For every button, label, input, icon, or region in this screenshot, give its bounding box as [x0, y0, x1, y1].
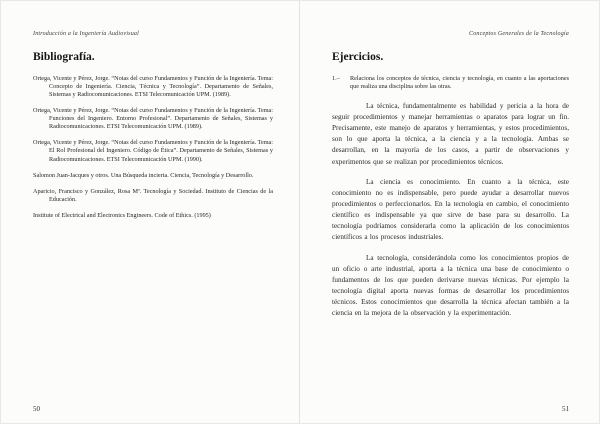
body-paragraph: La ciencia es conocimiento. En cuanto a la técnica, este conocimiento no es indispensable, pero puede ayudar a desarrollar nuevos procedimientos o perfeccionarlos. En la tecnología en cambio, el conocimiento científico es indispensable ya que sirve de base para su desarrollo. La tecnología podríamos considerarla como la aplicación de los conocimientos científicos a los procesos industriales.: [332, 177, 569, 242]
page-left: [1, 1, 300, 424]
page-number-right: 51: [562, 405, 569, 413]
bibliography-entry: Ortega, Vicente y Pérez, Jorge. “Notas del curso Fundamentos y Función de la Ingeniería. Tema: Concepto de Ingeniería. Ciencia, Técnica y Tecnología”. Departamento de Señales, Sistemas y Radiocomunicaciones. ETSI Telecomunicación UPM. (1989).: [33, 75, 273, 99]
exercise-text: Relaciona los conceptos de técnica, ciencia y tecnología, en cuanto a las aportaciones que realiza una disciplina sobre las otras.: [350, 75, 569, 91]
document-spread: [1, 1, 599, 423]
bibliography-entry: Institute of Electrical and Electronics Engineers. Code of Ethics. (1995): [33, 211, 211, 219]
running-header-left: Introducción a la Ingeniería Audiovisual: [33, 31, 139, 37]
exercises-title: Ejercicios.: [332, 51, 384, 63]
exercise-item: [332, 75, 569, 92]
body-paragraph: La tecnología, considerándola como los conocimientos propios de un oficio o arte industrial, aporta a la técnica una base de conocimiento o fundamentos de los que pueden derivarse nuevas técnicas. Por ejemplo la tecnología digital aporta nuevas formas de desarrollar los procedimientos técnicos. Estos conocimientos que desarrolla la técnica afectan también a la ciencia en la mejora de la observación y la experimentación.: [332, 253, 569, 318]
bibliography-entry: Ortega, Vicente y Pérez, Jorge. “Notas del curso Fundamentos y Función de la Ingeniería. Tema: Funciones del Ingeniero. Entorno Profesional”. Departamento de Señales, Sistemas y Radiocomunicaciones. ETSI Telecomunicación UPM. (1989).: [33, 107, 273, 131]
running-header-right: Conceptos Generales de la Tecnología: [469, 31, 569, 37]
page-number-left: 50: [33, 405, 40, 413]
exercise-number: 1.–: [332, 75, 340, 82]
bibliography-entry: Aparicio, Francisco y González, Rosa Mª. Tecnología y Sociedad. Instituto de Ciencias de la Educación.: [33, 187, 273, 203]
bibliography-entry: Salomon Juan-Jacques y otros. Una Búsqueda incierta. Ciencia, Tecnología y Desarrollo.: [33, 171, 254, 179]
bibliography-title: Bibliografía.: [33, 51, 95, 63]
page-right: [300, 1, 599, 424]
bibliography-entry: Ortega, Vicente y Pérez, Jorge. “Notas del curso Fundamentos y Función de la Ingeniería. Tema: El Rol Profesional del Ingeniero. Código de Ética”. Departamento de Señales, Sistemas y Radiocomunicaciones. ETSI Telecomunicación UPM. (1990).: [33, 139, 273, 163]
body-paragraph: La técnica, fundamentalmente es habilidad y pericia a la hora de seguir procedimientos y manejar herramientas o aparatos para lograr un fin. Precisamente, este manejo de aparatos y herramientas, y estos procedimientos, son lo que aporta la técnica, a la ciencia y a la tecnología. Ambas se desarrollan, en la mayoría de los casos, a partir de observaciones y experimentos que se realizan por procedimientos técnicos.: [332, 101, 569, 166]
